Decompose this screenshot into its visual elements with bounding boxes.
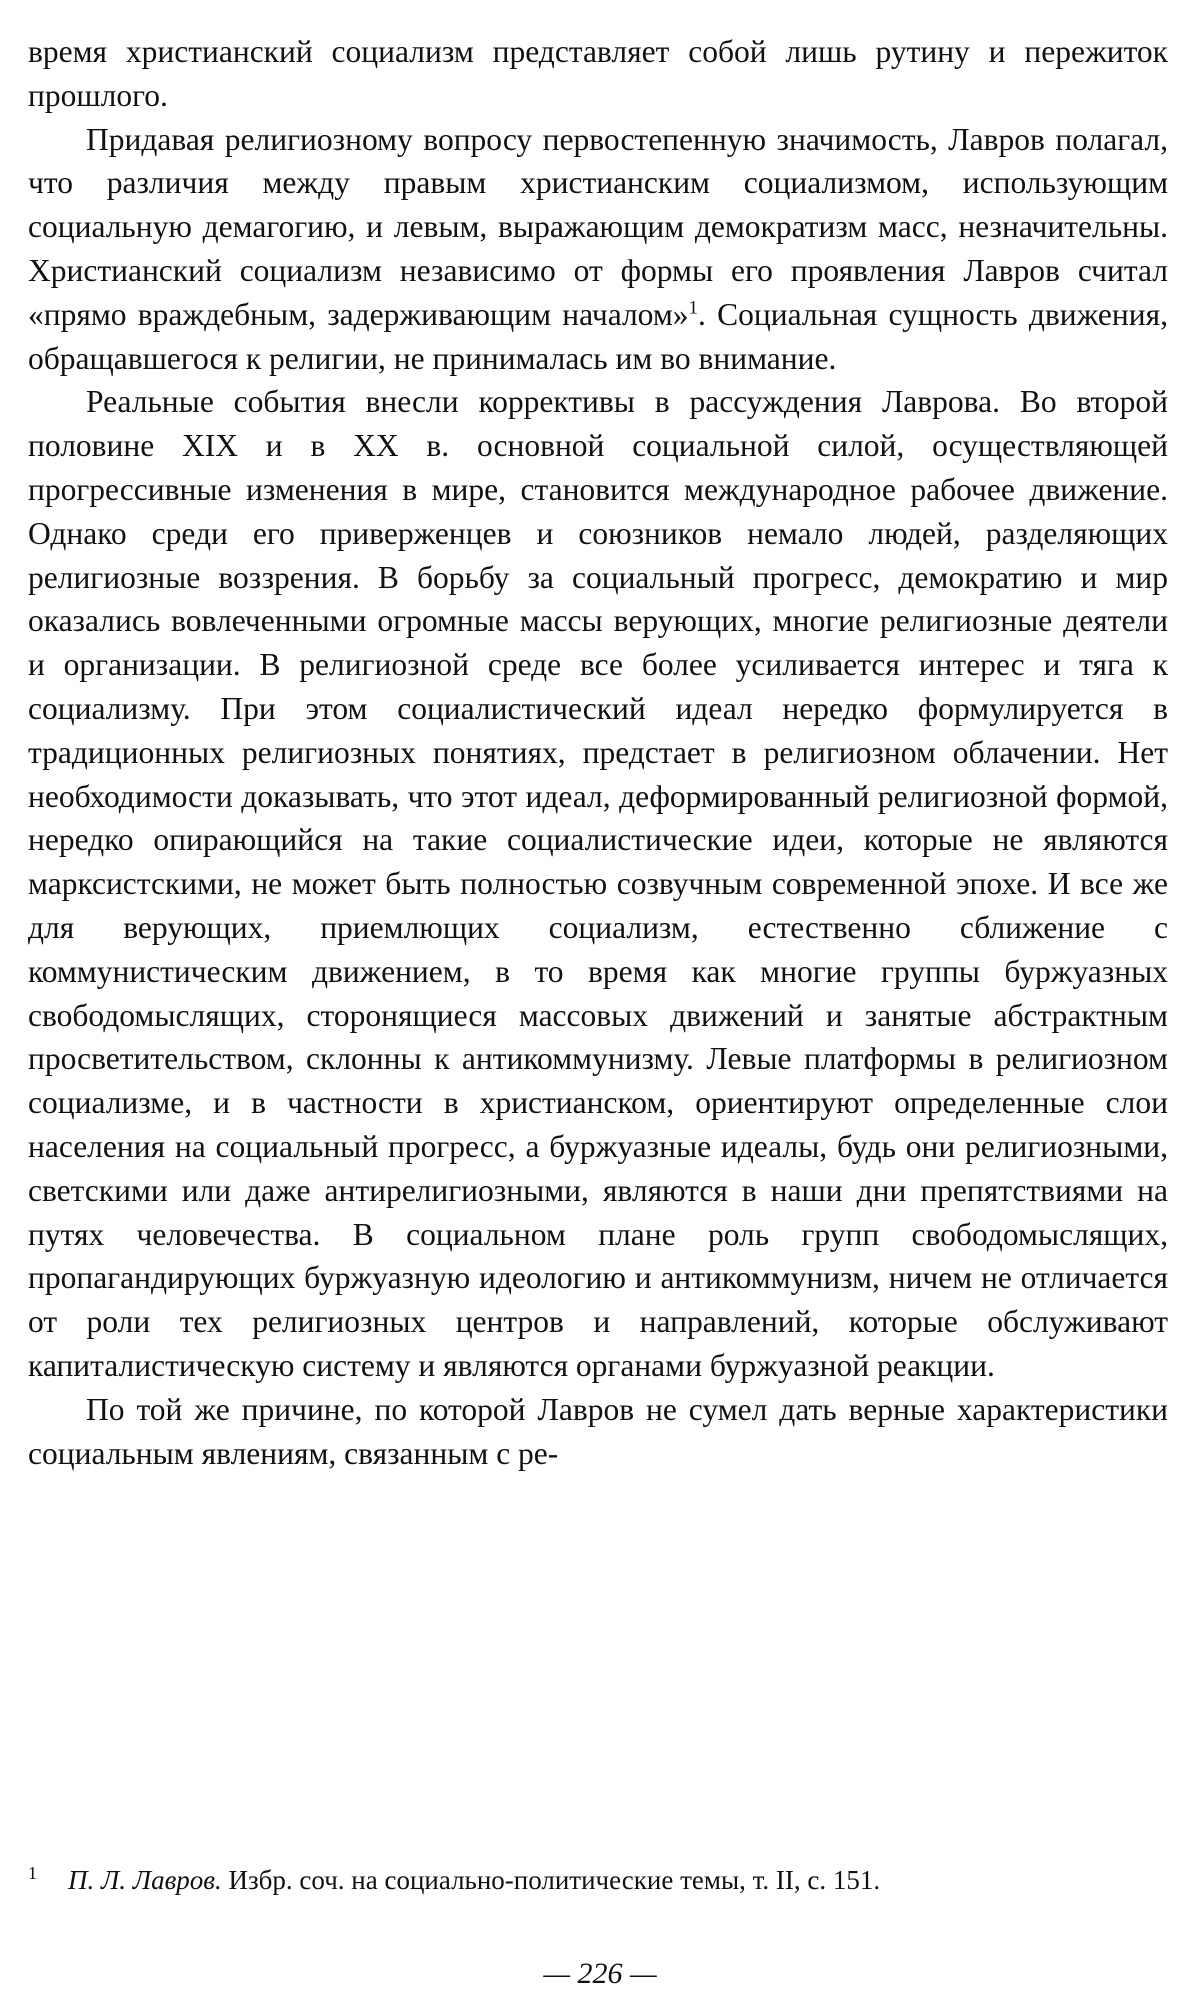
page-body xyxy=(28,30,1168,1475)
paragraph-continuation: время христианский социализм представляет собой лишь рутину и пережиток прошлого. xyxy=(28,34,1168,113)
paragraph-lavrov-tail: Социальная сущность движения, обращавшегося к религии, не принималась им во внимание. xyxy=(28,296,1168,376)
footnote-author: П. Л. Лавров. xyxy=(68,1865,222,1895)
paragraph-lavrov-religion: Придавая религиозному вопросу первостепенную значимость, Лавров полагал, что различия между правым христианским социализмом, использующим социальную демагогию, и левым, выражающим демократизм масс, незначительны. Христианский социализм независимо от формы его проявления Лавров считал «прямо враждебным, задерживающим началом»$^1$. Социальная сущность движения, обращавшегося к религии, не принималась им во внимание. xyxy=(28,121,1168,376)
footnote: 1 П. Л. Лавров. Избр. соч. на социально-политические темы, т. II, с. 151. xyxy=(28,1863,881,1895)
page-number: — 226 — xyxy=(543,1957,657,1990)
paragraph-lavrov-text: Придавая религиозному вопросу первостепенную значимость, Лавров полагал, что различия между правым христианским социализмом, использующим социальную демагогию, и левым, выражающим демократизм масс, незначительны. Христианский социализм независимо от формы его проявления Лавров считал «прямо враждебным, задерживающим началом» xyxy=(28,121,1168,332)
paragraph-same-reason: По той же причине, по которой Лавров не сумел дать верные характеристики социальным явлениям, связанным с ре- xyxy=(28,1391,1168,1471)
footnote-reference: 1 xyxy=(688,297,699,319)
paragraph-real-events: Реальные события внесли коррективы в рассуждения Лаврова. Во второй половине XIX и в XX в. основной социальной силой, осуществляющей прогрессивные изменения в мире, становится международное рабочее движение. Однако среди его приверженцев и союзников немало людей, разделяющих религиозные воззрения. В борьбу за социальный прогресс, демократию и мир оказались вовлеченными огромные массы верующих, многие религиозные деятели и организации. В религиозной среде все более усиливается интерес и тяга к социализму. При этом социалистический идеал нередко формулируется в традиционных религиозных понятиях, предстает в религиозном облачении. Нет необходимости доказывать, что этот идеал, деформированный религиозной формой, нередко опирающийся на такие социалистические идеи, которые не являются марксистскими, не может быть полностью созвучным современной эпохе. И все же для верующих, приемлющих социализм, естественно сближение с коммунистическим движением, в то время как многие группы буржуазных свободомыслящих, сторонящиеся массовых движений и занятые абстрактным просветительством, склонны к антикоммунизму. Левые платформы в религиозном социализме, и в частности в христианском, ориентируют определенные слои населения на социальный прогресс, а буржуазные идеалы, будь они религиозными, светскими или даже антирелигиозными, являются в наши дни препятствиями на путях человечества. В социальном плане роль групп свободомыслящих, пропагандирующих буржуазную идеологию и антикоммунизм, ничем не отличается от роли тех религиозных центров и направлений, которые обслуживают капиталистическую систему и являются органами буржуазной реакции. xyxy=(28,384,1168,1383)
footnote-text: Избр. соч. на социально-политические темы, т. II, с. 151. xyxy=(228,1865,881,1895)
